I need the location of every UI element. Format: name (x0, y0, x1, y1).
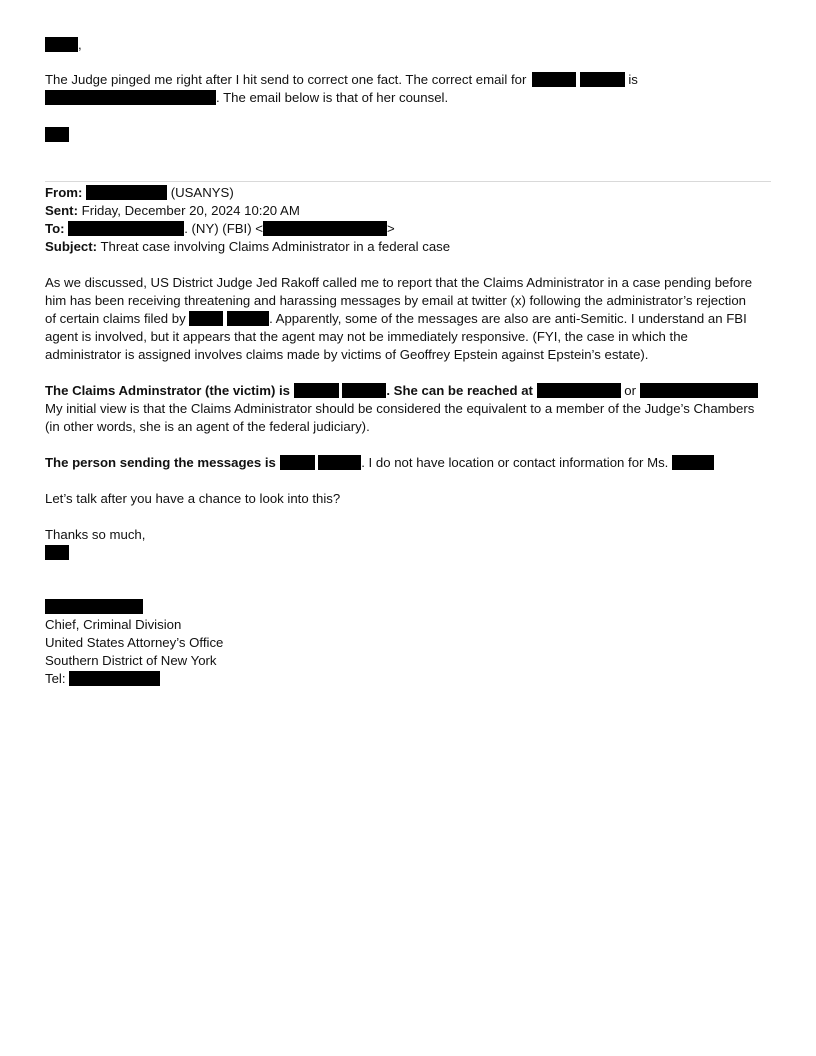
sender-label: The person sending the messages is (45, 455, 276, 470)
victim-label: The Claims Adminstrator (the victim) is (45, 383, 290, 398)
redaction-box (45, 545, 69, 560)
body-p1-line-2: him has been receiving threatening and harassing messages by email at twitter (x) following the administrator’s rejection (45, 293, 746, 308)
redaction-box (580, 72, 625, 87)
redaction-box (189, 311, 223, 326)
body-p4: Let’s talk after you have a chance to look into this? (45, 491, 341, 506)
redaction-box (45, 37, 78, 52)
signature-name (45, 598, 143, 616)
salutation-comma: , (78, 37, 82, 52)
redaction-box (45, 127, 69, 142)
closing-signature (45, 544, 69, 562)
subject-label: Subject: (45, 239, 98, 254)
from-line (45, 184, 234, 202)
body-p1-line-5: administrator is assigned involves claims made by victims of Geoffrey Epstein against Epstein’s estate). (45, 347, 649, 362)
redaction-box (532, 72, 576, 87)
signature-office: United States Attorney’s Office (45, 635, 224, 650)
body-p2-after: . She can be reached at (386, 383, 533, 398)
redaction-box (45, 90, 216, 105)
to-end: > (386, 221, 395, 236)
body-p1-line-3-end: . Apparently, some of the messages are also are anti-Semitic. I understand an FBI (269, 311, 747, 326)
signature-tel (45, 670, 160, 688)
body-p1-line-3-start: of certain claims filed by (45, 311, 186, 326)
body-p1-line-4: agent is involved, but it appears that the agent may not be immediately responsive. (FYI, the case in which the (45, 329, 688, 344)
redaction-box (294, 383, 339, 398)
redaction-box (280, 455, 315, 470)
body-p2-or: or (624, 383, 637, 398)
note-line-2 (45, 89, 448, 107)
to-label: To: (45, 221, 65, 236)
redaction-box (86, 185, 167, 200)
sent-line (45, 202, 300, 220)
redaction-box (342, 383, 386, 398)
redaction-box (69, 671, 160, 686)
header-divider (45, 181, 771, 182)
sent-label: Sent: (45, 203, 78, 218)
tel-label: Tel: (45, 671, 66, 686)
signature-title: Chief, Criminal Division (45, 617, 182, 632)
body-p2-line-2: My initial view is that the Claims Administrator should be considered the equivalent to a member of the Judge’s Chambers (45, 401, 755, 416)
note-line-1-text: The Judge pinged me right after I hit send to correct one fact. The correct email for (45, 72, 527, 87)
body-p1-line-1: As we discussed, US District Judge Jed Rakoff called me to report that the Claims Administrator in a case pending before (45, 275, 753, 290)
from-label: From: (45, 185, 83, 200)
body-p3-after: . I do not have location or contact information for Ms. (361, 455, 669, 470)
redaction-box (263, 221, 387, 236)
salutation-line (45, 36, 82, 54)
redaction-box (227, 311, 269, 326)
body-p2-line-3: (in other words, she is an agent of the federal judiciary). (45, 419, 370, 434)
body-p1-line-3 (45, 310, 747, 328)
note-line-2-text: . The email below is that of her counsel. (216, 90, 449, 105)
note-signoff (45, 126, 69, 144)
redaction-box (672, 455, 714, 470)
body-p2-line-1 (45, 382, 758, 400)
closing-line: Thanks so much, (45, 527, 146, 542)
body-p3-line-1 (45, 454, 714, 472)
from-suffix: (USANYS) (170, 185, 234, 200)
redaction-box (640, 383, 758, 398)
redaction-box (45, 599, 143, 614)
signature-district: Southern District of New York (45, 653, 217, 668)
to-middle: . (NY) (FBI) < (184, 221, 263, 236)
redaction-box (318, 455, 361, 470)
redaction-box (537, 383, 621, 398)
note-line-1 (45, 71, 638, 89)
subject-line (45, 238, 450, 256)
note-line-1-is: is (628, 72, 638, 87)
subject-value: Threat case involving Claims Administrator in a federal case (100, 239, 451, 254)
to-line (45, 220, 395, 238)
sent-value: Friday, December 20, 2024 10:20 AM (81, 203, 300, 218)
redaction-box (68, 221, 184, 236)
